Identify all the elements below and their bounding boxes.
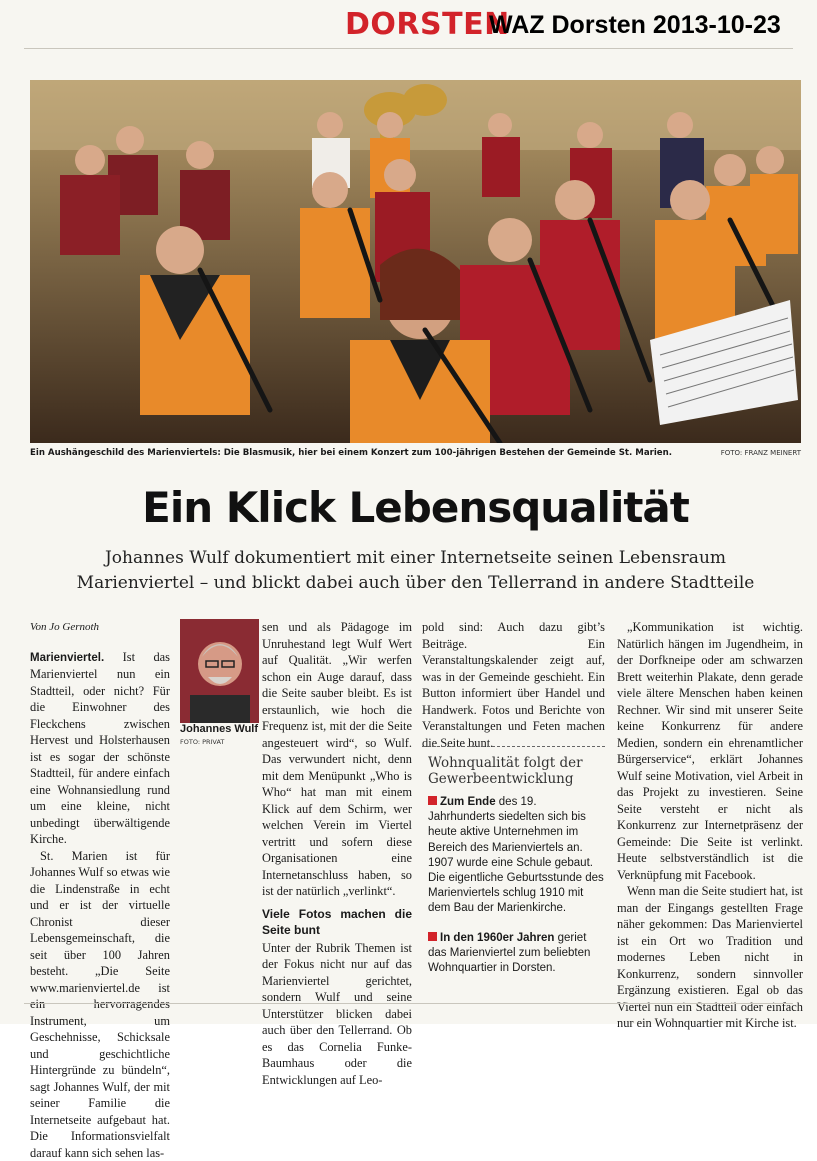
headline: Ein Klick Lebensqualität bbox=[30, 480, 801, 536]
paragraph: Marienviertel. Ist das Marienviertel nun ein Stadtteil, oder nicht? Für die Einwohner des Fleckchens zwischen Hervest und Holsterhausen ist es sogar der schönste Stadtteil, für andere einfach eine Wohnansiedlung rund um eine kleine, nicht unbedingt überwältigende Kirche. bbox=[30, 649, 170, 848]
dateline-keyword: Marienviertel. bbox=[30, 652, 104, 664]
paragraph: St. Marien ist für Johannes Wulf so etwas wie die Lindenstraße in echt und er ist der virtuelle Chronist dieser Lebensgemeinschaft, die seit über 100 Jahren besteht. „Die Seite www.marienviertel.de ist ein hervorragendes Instrument, um Geschehnisse, Schicksale und geschichtliche Hintergründe zu bündeln“, sagt Johannes Wulf, der mit seiner Familie die Internetseite aufgebaut hat. Die Informationsvielfalt darauf kann sich sehen las- bbox=[30, 848, 170, 1161]
article-column-2-top bbox=[262, 619, 412, 1088]
portrait-name: Johannes Wulf bbox=[180, 723, 258, 735]
info-box-title: Wohnqualität folgt der Gewerbeentwicklung bbox=[428, 755, 605, 787]
bullet-square-icon bbox=[428, 796, 437, 805]
paragraph: „Kommunikation ist wichtig. Natürlich hängen im Jugendheim, in der Dorfkneipe oder am schwarzen Brett weiterhin Plakate, denn gerade viele ältere Menschen haben keinen Rechner. Wir sind mit unserer Seite keine Konkurrenz für andere Medien, sondern ein ehrenamtlicher Bürgerservice“, erklärt Johannes Wulf seine Motivation, viel Arbeit in das Projekt zu investieren. Seine Seite versteht er nicht als Konkurrenz zur Internetpräsenz der Gemeinde: Die Seite ist verlinkt. Heute selbstverständlich ist die Verknüpfung mit Facebook. bbox=[617, 619, 803, 883]
caption-text: Ein Aushängeschild des Marienviertels: Die Blasmusik, hier bei einem Konzert zum 100-jährigen Bestehen der Gemeinde St. Marien. bbox=[30, 448, 672, 458]
portrait-credit: FOTO: PRIVAT bbox=[180, 738, 224, 746]
paragraph: pold sind: Auch dazu gibt’s Beiträge. Ein Veranstaltungskalender zeigt auf, was in der Gemeinde geschieht. Ein Button informiert über Handel und Handwerk. Fotos und Berichte von Veranstaltungen und Feten machen die Seite bunt. bbox=[422, 619, 605, 751]
article-column-4 bbox=[617, 619, 803, 1032]
info-box-item: Zum Ende des 19. Jahrhunderts siedelten sich bis heute aktive Unternehmen im Bereich des Marienviertels an. 1907 wurde eine Schule gebaut. Die eigentliche Geburtsstunde des Marienviertels schlug 1910 mit dem Bau der Marienkirche. bbox=[428, 795, 605, 917]
subheadline-line-1: Johannes Wulf dokumentiert mit einer Internetseite seinen Lebensraum bbox=[30, 546, 801, 571]
paragraph: Unter der Rubrik Themen ist der Fokus nicht nur auf das Marienviertel gerichtet, sondern Wulf und seine Unterstützer blicken dabei auch über den Tellerrand. Ob es das Cornelia Funke-Baumhaus oder die Entwicklungen auf Leo- bbox=[262, 940, 412, 1089]
source-date-label: WAZ Dorsten 2013-10-23 bbox=[489, 8, 781, 42]
portrait-photo bbox=[180, 619, 259, 723]
article-column-1 bbox=[30, 619, 170, 1161]
subheadline bbox=[30, 546, 801, 596]
header-divider bbox=[24, 48, 793, 49]
subheadline-line-2: Marienviertel – und blickt dabei auch über den Tellerrand in andere Stadtteile bbox=[30, 571, 801, 596]
band-photo bbox=[30, 80, 801, 443]
photo-caption bbox=[30, 447, 801, 459]
section-label: DORSTEN bbox=[345, 8, 510, 42]
article-column-3 bbox=[422, 619, 605, 751]
photo-credit: FOTO: FRANZ MEINERT bbox=[721, 447, 801, 459]
info-box bbox=[422, 746, 605, 997]
info-box-item: In den 1960er Jahren geriet das Marienviertel zum beliebten Wohnquartier in Dorsten. bbox=[428, 931, 605, 977]
article-subheading: Viele Fotos machen die Seite bunt bbox=[262, 906, 412, 939]
footer-divider bbox=[24, 1003, 793, 1004]
byline: Von Jo Gernoth bbox=[30, 619, 170, 636]
bullet-square-icon bbox=[428, 932, 437, 941]
paragraph: sen und als Pädagoge im Unruhestand legt Wulf Wert auf Qualität. „Wir werfen schon ein Auge darauf, dass die Seite sauber bleibt. Es ist erstaunlich, wie hoch die Frequenz ist, mit der die Seite angesteuert wird“, so Wulf. Das verwundert nicht, denn mit dem Menüpunkt „Who is Who“ hat man mit einem Klick auf dem Schirm, wer welchen Verein im Viertel vertritt und sofern diese Organisationen eine Internetanschluss haben, so ist der natürlich „verlinkt“. bbox=[262, 619, 412, 900]
page-header bbox=[345, 8, 811, 42]
paragraph: Wenn man die Seite studiert hat, ist man der Eingangs gestellten Frage näher gekommen: Das Marienviertel ist ein Ort wo Tradition und modernes Leben nicht in Konkurrenz, sondern sinnvoller Ergänzung existieren. Egal ob das Viertel nun ein Stadtteil oder einfach nur ein Wohnquartier mit Kirche ist. bbox=[617, 883, 803, 1032]
